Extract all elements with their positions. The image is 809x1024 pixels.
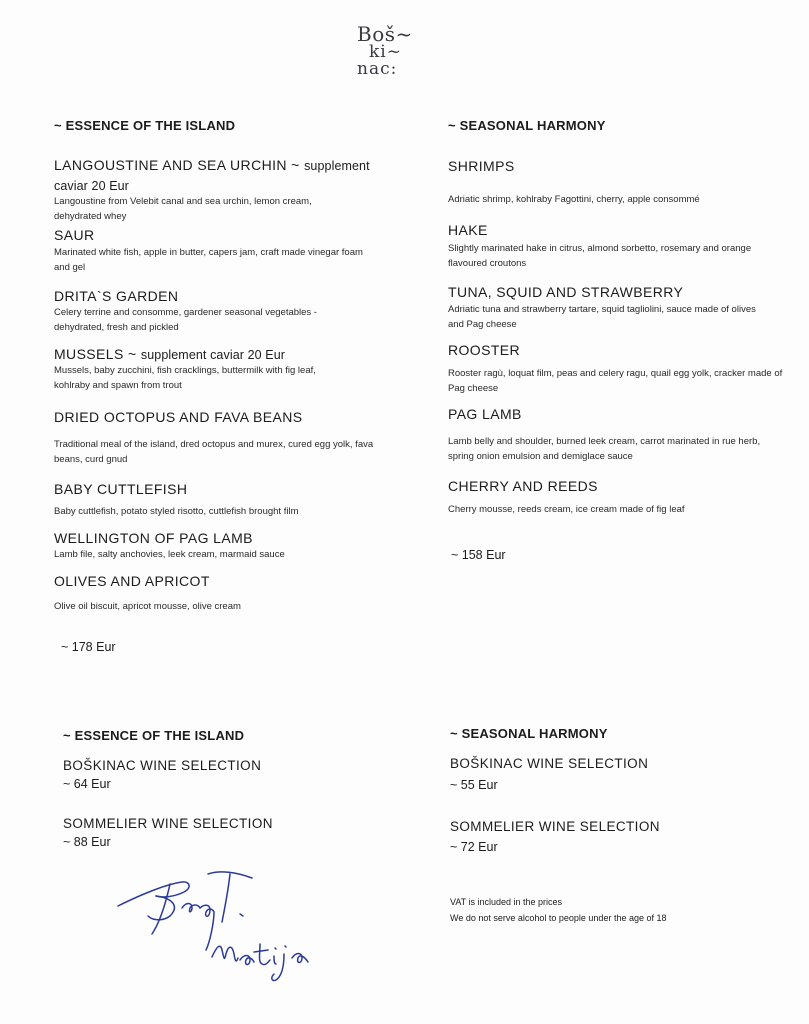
dish-name: BABY CUTTLEFISH — [54, 481, 188, 497]
right-menu-title: ~ SEASONAL HARMONY — [448, 118, 606, 133]
menu-price: ~ 178 Eur — [61, 640, 116, 654]
dish-name: ROOSTER — [448, 342, 521, 358]
wine-price: ~ 72 Eur — [450, 840, 498, 854]
dish-name: LANGOUSTINE AND SEA URCHIN ~ supplement — [54, 157, 370, 173]
age-note: We do not serve alcohol to people under the age of 18 — [450, 913, 667, 923]
restaurant-logo — [357, 24, 413, 78]
dish-name: TUNA, SQUID AND STRAWBERRY — [448, 284, 684, 300]
dish-description: Cherry mousse, reeds cream, ice cream made of fig leaf — [448, 504, 685, 515]
wine-price: ~ 64 Eur — [63, 777, 111, 791]
dish-description: Rooster ragù, loquat film, peas and celery ragu, quail egg yolk, cracker made of Pag cheese — [448, 368, 783, 394]
dish-description: Slightly marinated hake in citrus, almond sorbetto, rosemary and orange flavoured croutons — [448, 243, 752, 269]
dish-name: PAG LAMB — [448, 406, 522, 422]
dish-name: CHERRY AND REEDS — [448, 478, 598, 494]
wine-right-title: ~ SEASONAL HARMONY — [450, 726, 608, 741]
dish-name: WELLINGTON OF PAG LAMB — [54, 530, 253, 546]
wine-left-title: ~ ESSENCE OF THE ISLAND — [63, 728, 245, 743]
wine-name: BOŠKINAC WINE SELECTION — [450, 756, 649, 771]
wine-price: ~ 55 Eur — [450, 778, 498, 792]
dish-description: Lamb file, salty anchovies, leek cream, marmaid sauce — [54, 549, 285, 560]
dish-name: MUSSELS ~ supplement caviar 20 Eur — [54, 346, 286, 362]
dish-name: SHRIMPS — [448, 158, 515, 174]
left-menu-title: ~ ESSENCE OF THE ISLAND — [54, 118, 236, 133]
dish-description: Marinated white fish, apple in butter, capers jam, craft made vinegar foam and gel — [54, 247, 363, 273]
wine-name: SOMMELIER WINE SELECTION — [63, 816, 273, 831]
dish-description: Lamb belly and shoulder, burned leek cream, carrot marinated in rue herb, spring onion emulsion and demiglace sauce — [448, 436, 761, 462]
dish-description: Traditional meal of the island, dred octopus and murex, cured egg yolk, fava beans, curd gnud — [54, 439, 374, 465]
logo-line-3: nac: — [357, 59, 398, 79]
logo-line-2: ki~ — [369, 42, 402, 62]
wine-name: SOMMELIER WINE SELECTION — [450, 819, 660, 834]
dish-name: DRIED OCTOPUS AND FAVA BEANS — [54, 409, 303, 425]
dish-description: Baby cuttlefish, potato styled risotto, cuttlefish brought film — [54, 506, 299, 517]
dish-description: Adriatic tuna and strawberry tartare, squid tagliolini, sauce made of olives and Pag cheese — [448, 304, 756, 330]
dish-name: DRITA`S GARDEN — [54, 288, 179, 304]
dish-description: Adriatic shrimp, kohlraby Fagottini, cherry, apple consommé — [448, 194, 700, 205]
handwritten-signature — [112, 862, 332, 1012]
dish-extra: caviar 20 Eur — [54, 179, 129, 193]
menu-price: ~ 158 Eur — [451, 548, 506, 562]
dish-description: Celery terrine and consomme, gardener seasonal vegetables - dehydrated, fresh and pickled — [54, 307, 317, 333]
dish-description: Mussels, baby zucchini, fish cracklings, buttermilk with fig leaf, kohlraby and spawn from trout — [54, 365, 316, 391]
logo-line-1: Boš~ — [357, 22, 413, 46]
wine-name: BOŠKINAC WINE SELECTION — [63, 758, 262, 773]
dish-description: Olive oil biscuit, apricot mousse, olive cream — [54, 601, 241, 612]
dish-name: HAKE — [448, 222, 488, 238]
dish-description: Langoustine from Velebit canal and sea urchin, lemon cream, dehydrated whey — [54, 196, 312, 222]
vat-note: VAT is included in the prices — [450, 897, 563, 907]
dish-name: OLIVES AND APRICOT — [54, 573, 210, 589]
wine-price: ~ 88 Eur — [63, 835, 111, 849]
dish-name: SAUR — [54, 227, 95, 243]
